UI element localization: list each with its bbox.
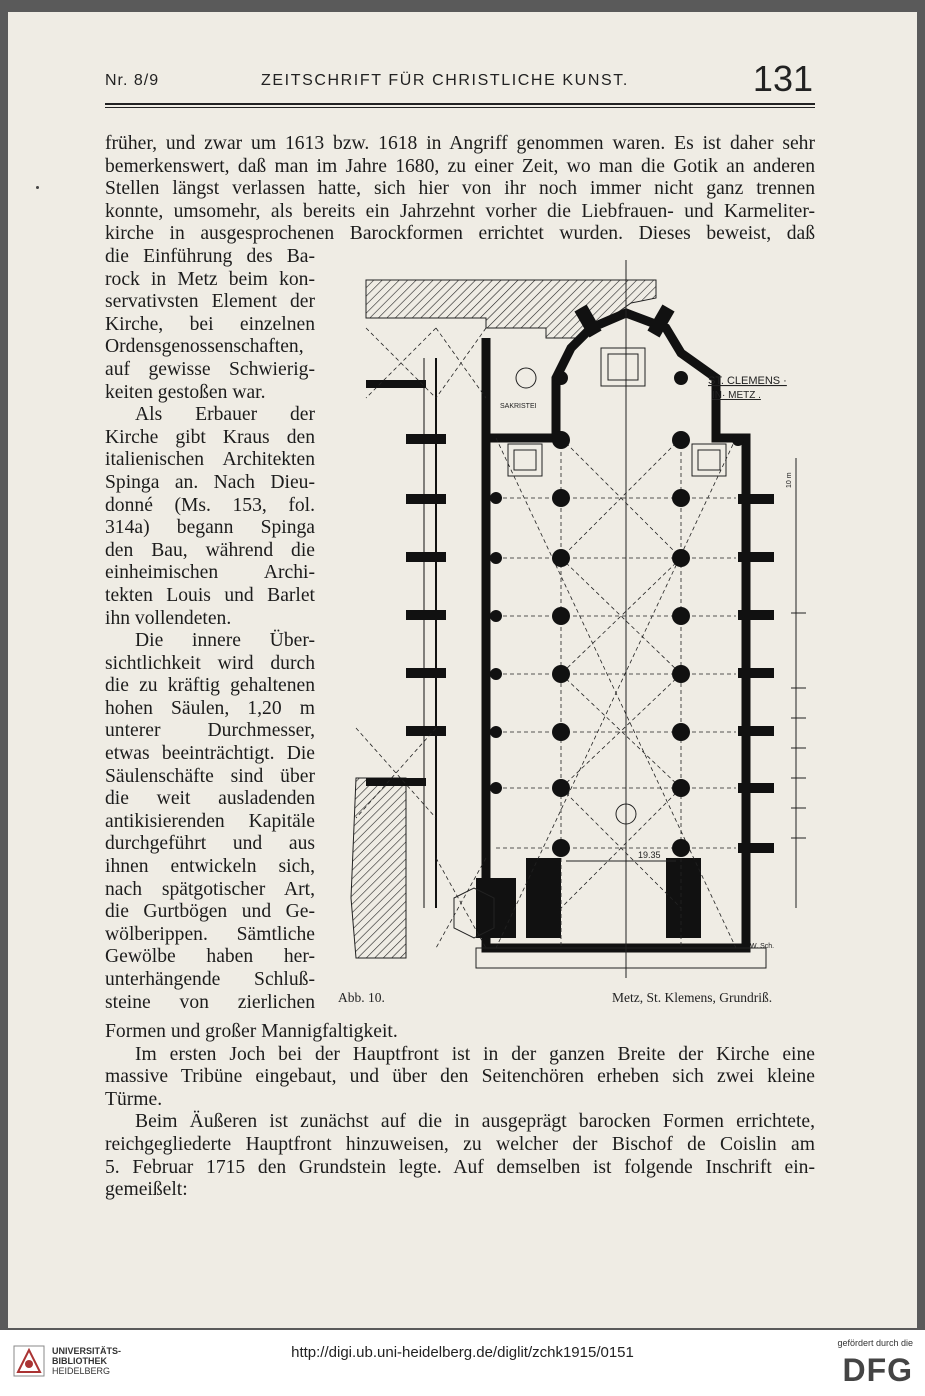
draughtsman-signature: W. Sch. [750,943,775,950]
text-line: massive Tribüne eingebaut, und über den Seitenchören erheben sich zwei kleine [105,1066,815,1088]
text-line: ihnen entwickeln sich, [105,856,315,878]
text-line: wölberippen. Sämtliche [105,923,315,945]
text-line: Die innere Über- [135,630,315,652]
text-line: etwas beeinträchtigt. Die [105,743,315,765]
figure-caption: Metz, St. Klemens, Grundriß. [612,990,773,1005]
dfg-logo: DFG [842,1352,913,1388]
text-line: Kirche gibt Kraus den [105,426,315,448]
text-line: Im ersten Joch bei der Hauptfront ist in der ganzen Breite der Kirche eine [135,1043,815,1065]
page-header [105,58,815,104]
scale-label: 10 m [786,472,793,488]
library-line-1: UNIVERSITÄTS- [52,1346,122,1356]
text-line: Türme. [105,1088,163,1110]
header-rule-thin [105,107,815,108]
text-line: kirche in ausgesprochenen Barockformen errichtet wurden. Dieses beweist, daß [105,223,815,245]
paragraph-column [105,246,315,1014]
text-line: tekten Louis und Barlet [105,584,315,606]
text-line: die zu kräftig gehaltenen [105,675,315,697]
plan-title-line-1: ST. CLEMENS · [708,375,787,387]
text-line: antikisierenden Kapitäle [105,810,315,832]
text-line: die Einführung des Ba- [105,246,315,267]
text-line: durchgeführt und aus [105,833,315,855]
paragraph-bottom [105,1021,815,1202]
text-line: Formen und großer Mannigfaltigkeit. [105,1021,398,1042]
text-line: einheimischen Archi- [105,562,315,584]
text-line: auf gewisse Schwierig- [105,358,315,380]
library-line-3: HEIDELBERG [52,1366,111,1376]
text-line: 314a) begann Spinga [105,517,315,539]
text-line: Kirche, bei einzelnen [105,313,315,335]
text-line: unterhängende Schluß- [105,969,315,990]
issue-number: Nr. 8/9 [105,72,160,89]
paragraph-top [105,133,815,246]
library-line-2: BIBLIOTHEK [52,1356,107,1366]
text-line: ihn vollendeten. [105,607,232,629]
text-line: früher, und zwar um 1613 bzw. 1618 in Angriff genommen waren. Es ist daher sehr [105,133,815,154]
text-line: rock in Metz beim kon- [105,268,315,290]
text-line: nach spätgotischer Art, [105,878,315,900]
margin-speck [36,186,39,189]
text-line: bemerkenswert, daß man im Jahre 1680, zu einer Zeit, wo man die Gotik an anderen [105,155,815,177]
text-line: keiten gestoßen war. [105,381,266,403]
text-line: hohen Säulen, 1,20 m [105,697,315,719]
text-line: konnte, umsomehr, als bereits ein Jahrzehnt vorher die Liebfrauen- und Karmeliter- [105,200,815,222]
funding-note: gefördert durch die [837,1338,913,1348]
text-line: Als Erbauer der [135,404,315,426]
text-line: die weit ausladenden [105,788,315,810]
header-rule [105,103,815,105]
text-line: steine von zierlichen [105,991,315,1013]
text-line: den Bau, während die [105,539,315,561]
page-number: 131 [752,58,813,99]
figure-number: Abb. 10. [338,990,385,1005]
footer-bar [0,1330,925,1396]
text-line: reichgegliederte Hauptfront hinzuweisen, zu welcher der Bischof de Coislin am [105,1133,815,1155]
text-line: servativsten Element der [105,291,315,313]
text-line: die Gurtbögen und Ge- [105,901,315,923]
text-line: Ordensgenossenschaften, [105,336,304,358]
floor-plan-figure [336,258,818,978]
text-line: Gewölbe haben her- [105,946,315,968]
text-line: 5. Februar 1715 den Grundstein legte. Auf demselben ist folgende Inschrift ein- [105,1156,815,1178]
outer-walls [424,313,746,948]
text-line: Beim Äußeren ist zunächst auf die in ausgeprägt barocken Formen errichtete, [135,1111,815,1133]
source-url[interactable]: http://digi.ub.uni-heidelberg.de/diglit/zchk1915/0151 [291,1344,634,1361]
journal-title: ZEITSCHRIFT FÜR CHRISTLICHE KUNST. [261,72,629,89]
dimension-label: 19.35 [638,850,661,860]
text-line: donné (Ms. 153, fol. [105,494,315,516]
sakristei-label: SAKRISTEI [500,403,537,410]
plan-title-line-2: IN· METZ . [712,390,761,401]
text-line: Spinga an. Nach Dieu- [105,471,315,493]
text-line: sichtlichkeit wird durch [105,652,315,674]
text-line: gemeißelt: [105,1179,188,1201]
text-line: Stellen längst verlassen hatte, sich hier von ihr noch immer nicht ganz trennen [105,178,815,200]
text-line: unterer Durchmesser, [105,720,315,742]
text-line: Säulenschäfte sind über [105,765,315,787]
text-line: italienischen Architekten [105,449,315,471]
